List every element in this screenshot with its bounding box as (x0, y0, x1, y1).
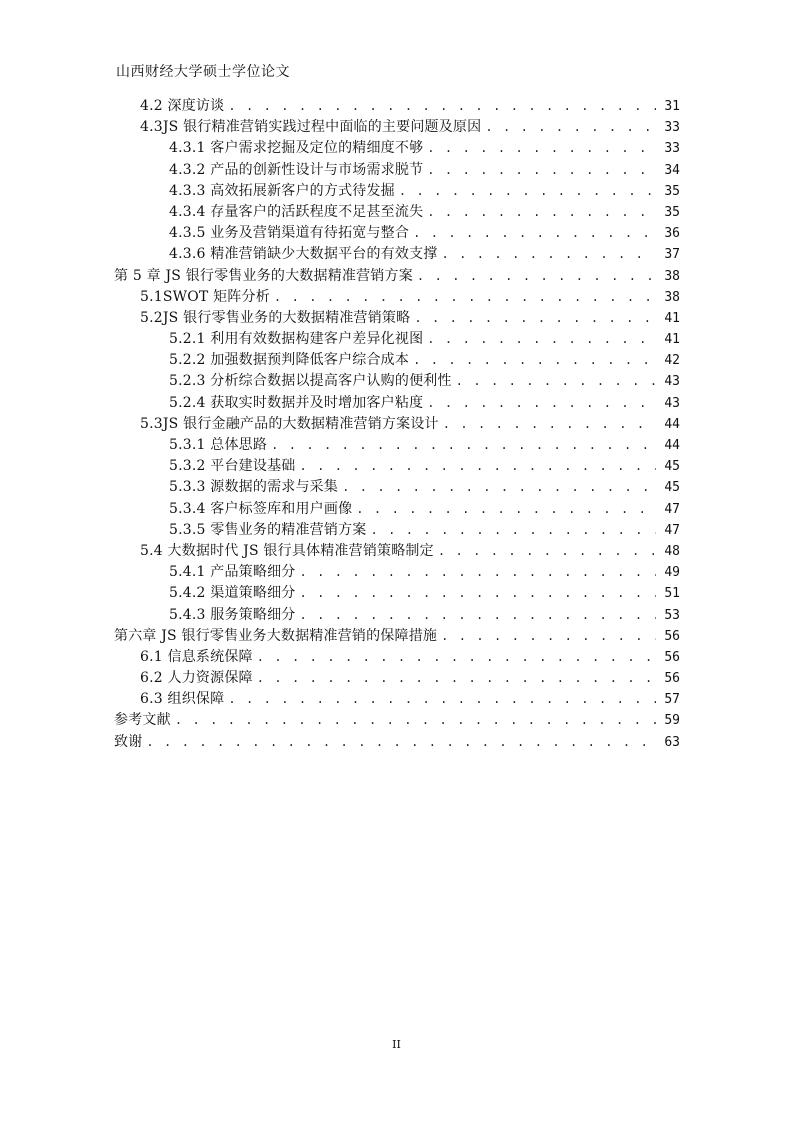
toc-entry-page: 49 (664, 565, 680, 581)
toc-entry-title: 5.1SWOT 矩阵分析 (140, 288, 270, 305)
toc-entry-page: 48 (664, 543, 680, 559)
toc-entry-title: 5.3.3 源数据的需求与采集 (169, 479, 339, 496)
toc-entry[interactable] (114, 710, 680, 731)
toc-entry[interactable] (114, 414, 680, 435)
toc-leader-dots (413, 350, 656, 371)
toc-entry[interactable] (114, 668, 680, 689)
toc-entry-title: 5.3.4 客户标签库和用户画像 (169, 500, 353, 517)
toc-entry-title: 4.3JS 银行精准营销实践过程中面临的主要问题及原因 (140, 119, 482, 136)
toc-entry-title: 5.2.4 获取实时数据并及时增加客户粘度 (169, 394, 424, 411)
toc-entry[interactable] (114, 562, 680, 583)
toc-entry[interactable] (114, 541, 680, 562)
toc-leader-dots (274, 287, 656, 308)
toc-leader-dots (175, 710, 656, 731)
toc-entry-title: 4.3.1 客户需求挖掘及定位的精细度不够 (169, 140, 424, 157)
toc-entry[interactable] (114, 266, 680, 287)
toc-entry[interactable] (114, 499, 680, 520)
toc-leader-dots (438, 541, 656, 562)
toc-leader-dots (257, 647, 656, 668)
toc-leader-dots (413, 223, 656, 244)
toc-entry-page: 56 (664, 649, 680, 665)
toc-entry-page: 47 (664, 522, 680, 538)
toc-entry[interactable] (114, 626, 680, 647)
toc-leader-dots (228, 689, 656, 710)
toc-entry-title: 参考文献 (114, 712, 171, 729)
toc-entry-page: 42 (664, 353, 680, 369)
toc-entry[interactable] (114, 223, 680, 244)
toc-leader-dots (414, 308, 656, 329)
toc-entry-page: 36 (664, 226, 680, 242)
toc-entry-page: 59 (664, 713, 680, 729)
toc-entry-title: 5.4.1 产品策略细分 (169, 564, 296, 581)
toc-entry[interactable] (114, 96, 680, 117)
toc-entry-page: 33 (664, 141, 680, 157)
table-of-contents (114, 96, 680, 753)
toc-entry[interactable] (114, 244, 680, 265)
toc-entry-page: 43 (664, 374, 680, 390)
toc-entry-page: 44 (664, 416, 680, 432)
toc-entry-title: 5.4.3 服务策略细分 (169, 606, 296, 623)
toc-entry[interactable] (114, 160, 680, 181)
toc-leader-dots (299, 562, 656, 583)
toc-leader-dots (427, 138, 656, 159)
toc-leader-dots (427, 202, 656, 223)
toc-entry-title: 第六章 JS 银行零售业务大数据精准营销的保障措施 (114, 627, 438, 644)
toc-leader-dots (399, 181, 656, 202)
toc-entry-page: 53 (664, 607, 680, 623)
toc-entry[interactable] (114, 138, 680, 159)
page-number: II (392, 1038, 401, 1051)
toc-leader-dots (456, 371, 656, 392)
toc-entry-title: 第 5 章 JS 银行零售业务的大数据精准营销方案 (114, 267, 413, 284)
toc-entry[interactable] (114, 117, 680, 138)
toc-entry-page: 38 (664, 289, 680, 305)
toc-entry[interactable] (114, 583, 680, 604)
toc-entry-title: 5.3.1 总体思路 (169, 437, 268, 453)
toc-entry-page: 56 (664, 671, 680, 687)
toc-entry[interactable] (114, 605, 680, 626)
toc-entry-title: 4.3.5 业务及营销渠道有待拓宽与整合 (169, 225, 410, 242)
toc-leader-dots (427, 393, 656, 414)
toc-entry-title: 5.2.2 加强数据预判降低客户综合成本 (169, 352, 410, 369)
toc-entry[interactable] (114, 520, 680, 541)
toc-leader-dots (427, 160, 656, 181)
toc-entry-title: 4.3.4 存量客户的活跃程度不足甚至流失 (169, 203, 424, 220)
toc-entry-page: 45 (664, 459, 680, 475)
toc-leader-dots (271, 435, 656, 456)
toc-entry-page: 57 (664, 692, 680, 708)
toc-leader-dots (441, 626, 656, 647)
toc-entry-title: 致谢 (114, 733, 143, 750)
toc-entry-page: 38 (664, 268, 680, 284)
toc-entry-title: 5.3.2 平台建设基础 (169, 458, 296, 475)
toc-entry[interactable] (114, 647, 680, 668)
toc-leader-dots (427, 329, 656, 350)
toc-leader-dots (299, 456, 656, 477)
toc-entry-title: 4.3.6 精准营销缺少大数据平台的有效支撑 (169, 246, 438, 263)
toc-entry[interactable] (114, 393, 680, 414)
toc-entry-title: 5.2.1 利用有效数据构建客户差异化视图 (169, 331, 424, 348)
toc-entry-page: 37 (664, 247, 680, 263)
toc-leader-dots (342, 477, 656, 498)
toc-entry-page: 41 (664, 332, 680, 348)
toc-entry-title: 5.3JS 银行金融产品的大数据精准营销方案设计 (140, 415, 439, 432)
toc-leader-dots (356, 499, 656, 520)
toc-entry-page: 51 (664, 586, 680, 602)
toc-entry[interactable] (114, 287, 680, 308)
toc-entry-title: 4.2 深度访谈 (140, 98, 225, 114)
toc-entry[interactable] (114, 181, 680, 202)
toc-entry[interactable] (114, 202, 680, 223)
toc-entry-page: 44 (664, 438, 680, 453)
toc-leader-dots (441, 244, 656, 265)
toc-leader-dots (299, 605, 656, 626)
toc-entry-page: 41 (664, 310, 680, 326)
toc-entry-title: 6.1 信息系统保障 (140, 648, 253, 665)
toc-entry[interactable] (114, 350, 680, 371)
toc-entry-page: 47 (664, 501, 680, 517)
document-header: 山西财经大学硕士学位论文 (116, 64, 290, 80)
toc-leader-dots (417, 266, 656, 287)
toc-leader-dots (299, 583, 656, 604)
toc-entry-title: 6.3 组织保障 (140, 691, 225, 708)
toc-entry-page: 31 (664, 99, 680, 114)
toc-leader-dots (485, 117, 656, 138)
toc-entry-page: 34 (664, 162, 680, 178)
toc-entry[interactable] (114, 371, 680, 392)
toc-entry-page: 35 (664, 183, 680, 199)
toc-leader-dots (146, 732, 656, 753)
toc-entry-page: 43 (664, 395, 680, 411)
toc-entry[interactable] (114, 308, 680, 329)
toc-entry[interactable] (114, 329, 680, 350)
toc-entry-page: 56 (664, 628, 680, 644)
toc-entry[interactable] (114, 689, 680, 710)
toc-entry-title: 6.2 人力资源保障 (140, 670, 253, 687)
toc-leader-dots (370, 520, 656, 541)
toc-entry-page: 35 (664, 204, 680, 220)
toc-entry-page: 33 (664, 120, 680, 136)
toc-entry-title: 5.2.3 分析综合数据以提高客户认购的便利性 (169, 373, 452, 390)
toc-entry-title: 5.3.5 零售业务的精准营销方案 (169, 521, 367, 538)
toc-entry-title: 4.3.2 产品的创新性设计与市场需求脱节 (169, 161, 424, 178)
toc-entry[interactable] (114, 477, 680, 498)
toc-entry[interactable] (114, 456, 680, 477)
toc-entry-title: 4.3.3 高效拓展新客户的方式待发掘 (169, 182, 395, 199)
toc-entry[interactable] (114, 732, 680, 753)
toc-entry-page: 45 (664, 480, 680, 496)
toc-entry-title: 5.2JS 银行零售业务的大数据精准营销策略 (140, 309, 411, 326)
toc-entry[interactable] (114, 435, 680, 456)
toc-leader-dots (257, 668, 656, 689)
toc-leader-dots (443, 414, 656, 435)
toc-leader-dots (228, 96, 656, 117)
toc-entry-page: 63 (664, 734, 680, 750)
toc-entry-title: 5.4.2 渠道策略细分 (169, 585, 296, 602)
toc-entry-title: 5.4 大数据时代 JS 银行具体精准营销策略制定 (140, 542, 434, 559)
